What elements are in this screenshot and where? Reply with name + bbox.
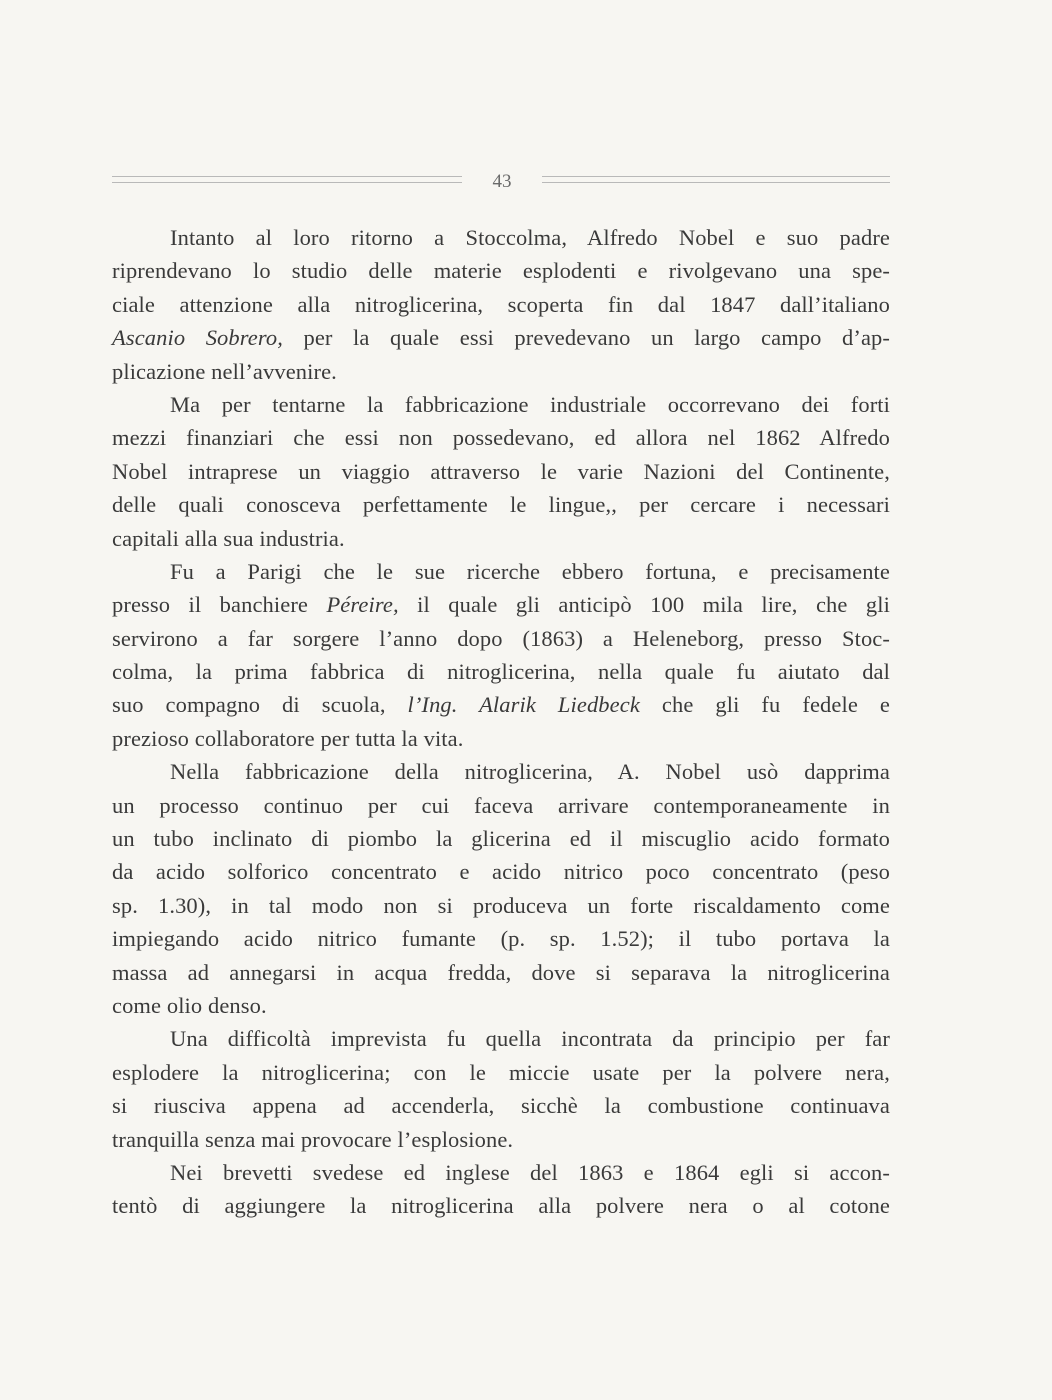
text-line [112,321,890,354]
text-line: sp. 1.30), in tal modo non si produceva un forte riscaldamento come [112,892,890,918]
header-rule-left [112,176,462,183]
text-line: Nobel intraprese un viaggio attraverso le varie Nazioni del Continente, [112,458,890,484]
paragraph-2 [112,388,890,555]
text-line-segment: presso il banchiere [112,592,309,618]
italic-name-liedbeck: l’Ing. Alarik Liedbeck [407,692,640,718]
text-line: riprendevano lo studio delle materie esplodenti e rivolgevano una spe- [112,258,890,284]
paragraph-1 [112,221,890,388]
paragraph-5 [112,1022,890,1156]
text-line: esplodere la nitroglicerina; con le miccie usate per la polvere nera, [112,1059,890,1085]
body-text [112,221,890,1223]
text-line-segment: per la quale essi prevedevano un largo campo d’ap- [303,325,891,351]
text-line: Ma per tentarne la fabbricazione industriale occorrevano dei forti [170,391,890,417]
text-line: Nei brevetti svedese ed inglese del 1863 e 1864 egli si accon- [170,1159,890,1185]
text-line: delle quali conosceva perfettamente le lingue,, per cercare i necessari [112,492,890,518]
text-line: prezioso collaboratore per tutta la vita. [112,725,464,751]
page-number: 43 [492,171,512,192]
text-line-segment: suo compagno di scuola, [112,692,386,718]
text-line: plicazione nell’avvenire. [112,358,337,384]
text-line: tranquilla senza mai provocare l’esplosione. [112,1126,514,1152]
paragraph-3 [112,555,890,755]
text-line: da acido solforico concentrato e acido nitrico poco concentrato (peso [112,859,890,885]
text-line: capitali alla sua industria. [112,525,345,551]
text-line: come olio denso. [112,992,267,1018]
text-line: servirono a far sorgere l’anno dopo (1863) a Heleneborg, presso Stoc- [112,625,890,651]
text-line: un tubo inclinato di piombo la glicerina ed il miscuglio acido formato [112,826,890,852]
paragraph-4 [112,755,890,1022]
italic-name-sobrero: Ascanio Sobrero, [112,325,283,351]
text-line-segment: il quale gli anticipò 100 mila lire, che gli [417,592,890,618]
text-line: colma, la prima fabbrica di nitroglicerina, nella quale fu aiutato dal [112,659,890,685]
header-rule-right [542,176,890,183]
text-line: si riusciva appena ad accenderla, sicchè la combustione continuava [112,1093,890,1119]
text-line: Una difficoltà imprevista fu quella incontrata da principio per far [170,1026,890,1052]
text-line [112,688,890,721]
italic-name-pereire: Péreire, [326,592,399,618]
text-line: ciale attenzione alla nitroglicerina, scoperta fin dal 1847 dall’italiano [112,291,890,317]
text-line: Intanto al loro ritorno a Stoccolma, Alfredo Nobel e suo padre [170,225,890,250]
text-line: tentò di aggiungere la nitroglicerina alla polvere nera o al cotone [112,1193,890,1219]
text-line: Nella fabbricazione della nitroglicerina, A. Nobel usò dapprima [170,759,890,785]
text-line: impiegando acido nitrico fumante (p. sp. 1.52); il tubo portava la [112,926,890,952]
text-line [112,588,890,621]
text-line: un processo continuo per cui faceva arrivare contemporaneamente in [112,792,890,818]
paragraph-6 [112,1156,890,1223]
page-header [112,170,890,194]
text-line: Fu a Parigi che le sue ricerche ebbero fortuna, e precisamente [170,558,890,584]
text-line-segment: che gli fu fedele e [661,692,890,718]
text-line: massa ad annegarsi in acqua fredda, dove si separava la nitroglicerina [112,959,890,985]
text-line: mezzi finanziari che essi non possedevano, ed allora nel 1862 Alfredo [112,425,890,451]
